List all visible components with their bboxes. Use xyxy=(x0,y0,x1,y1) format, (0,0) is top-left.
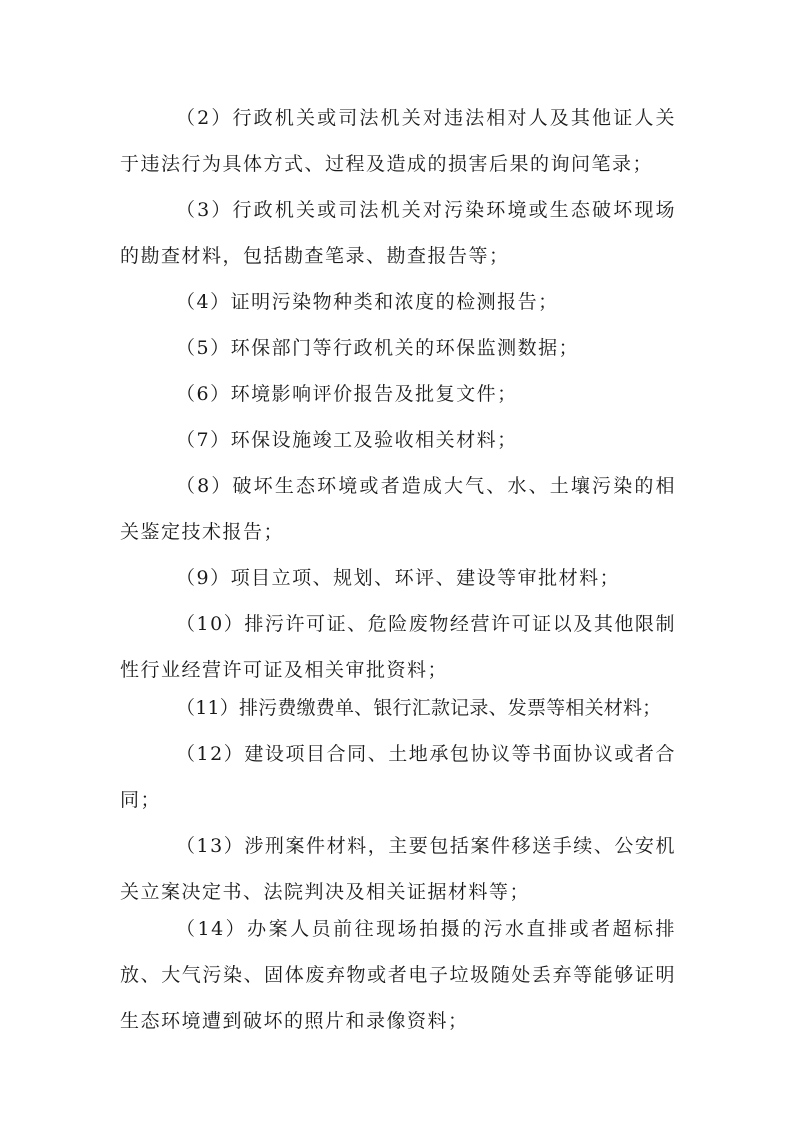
evidence-item-3: （3）行政机关或司法机关对污染环境或生态破坏现场的勘查材料，包括勘查笔录、勘查报告等； xyxy=(120,199,676,267)
evidence-item-14: （14）办案人员前往现场拍摄的污水直排或者超标排放、大气污染、固体废弃物或者电子垃圾随处丢弃等能够证明生态环境遭到破坏的照片和录像资料； xyxy=(120,918,676,1032)
evidence-item-5: （5）环保部门等行政机关的环保监测数据； xyxy=(176,337,580,359)
evidence-item-12: （12）建设项目合同、土地承包协议等书面协议或者合同； xyxy=(120,743,676,811)
evidence-item-8: （8）破坏生态环境或者造成大气、水、土壤污染的相关鉴定技术报告； xyxy=(120,475,676,543)
evidence-item-6: （6）环境影响评价报告及批复文件； xyxy=(176,383,518,405)
evidence-item-7: （7）环保设施竣工及验收相关材料； xyxy=(176,429,518,451)
evidence-item-9: （9）项目立项、规划、环评、建设等审批材料； xyxy=(176,567,621,589)
evidence-item-2: （2）行政机关或司法机关对违法相对人及其他证人关于违法行为具体方式、过程及造成的损害后果的询问笔录； xyxy=(120,107,676,175)
evidence-item-4: （4）证明污染物种类和浓度的检测报告； xyxy=(176,291,559,313)
evidence-item-10: （10）排污许可证、危险废物经营许可证以及其他限制性行业经营许可证及相关审批资料； xyxy=(120,613,676,681)
evidence-item-11: （11）排污费缴费单、银行汇款记录、发票等相关材料； xyxy=(176,697,662,719)
evidence-item-13: （13）涉刑案件材料，主要包括案件移送手续、公安机关立案决定书、法院判决及相关证据材料等； xyxy=(120,835,676,903)
